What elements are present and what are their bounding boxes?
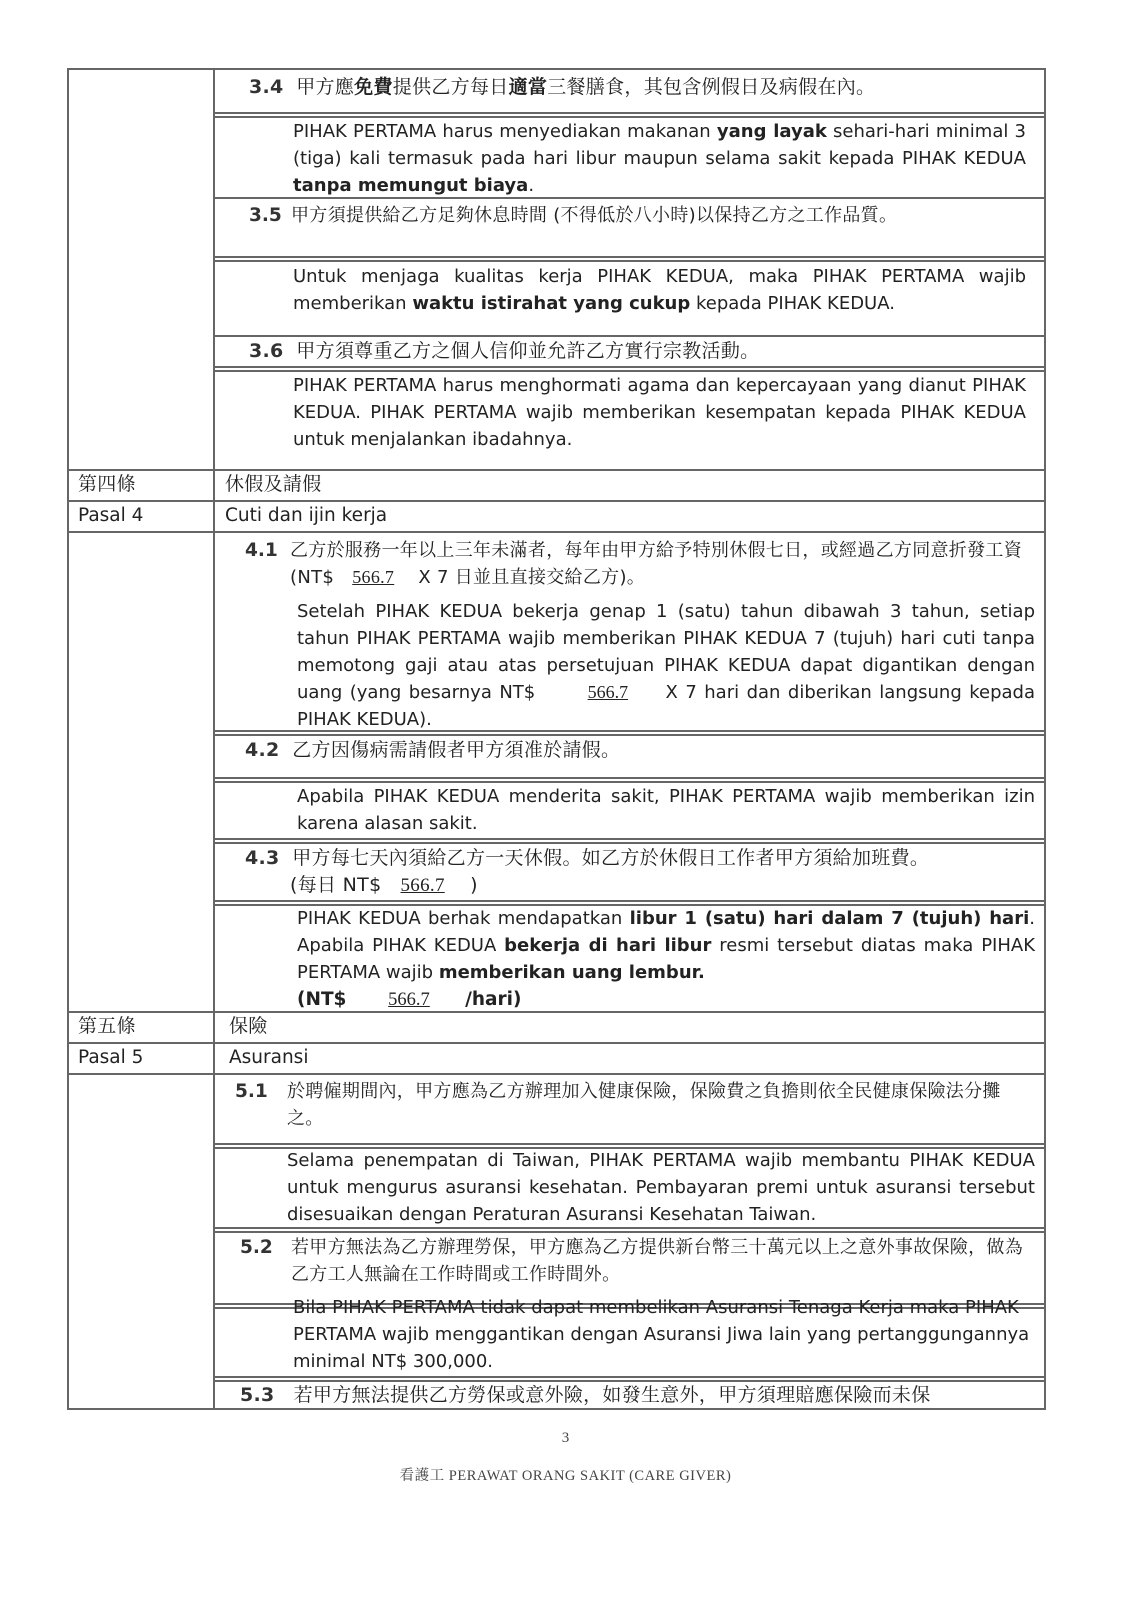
clause-4-1-number: 4.1 <box>245 540 278 561</box>
annual-leave-rate-id: 566.7 <box>587 682 629 702</box>
clause-3-6-cn: 3.6 甲方須尊重乙方之個人信仰並允許乙方實行宗教活動。 <box>249 340 760 362</box>
article-5-id-title: Asuransi <box>229 1047 309 1068</box>
clause-4-2-id: Apabila PIHAK KEDUA menderita sakit, PIHAK PERTAMA wajib memberikan izin karena alasan sakit. <box>297 786 1035 834</box>
clause-4-3-cn-rate: (每日 NT$ 566.7 ) <box>290 874 478 896</box>
clause-4-3-id-rate: (NT$ 566.7 /hari) <box>297 989 522 1010</box>
article-4-cn-title: 休假及請假 <box>225 473 322 495</box>
article-5-cn-title: 保險 <box>229 1015 268 1037</box>
clause-5-1-number: 5.1 <box>235 1081 268 1102</box>
clause-5-2-id: Bila PIHAK PERTAMA tidak dapat membelikan Asuransi Tenaga Kerja maka PIHAK PERTAMA wajib menggantikan dengan Asuransi Jiwa lain yang pertanggungannya minimal NT$ 300,000. <box>293 1297 1030 1372</box>
clause-5-1-cn: 於聘僱期間內，甲方應為乙方辦理加入健康保險，保險費之負擔則依全民健康保險法分攤之。 <box>287 1081 1001 1129</box>
clause-4-1-cn: 乙方於服務一年以上三年未滿者，每年由甲方給予特別休假七日，或經過乙方同意折發工資 (NT$ 566.7 X 7 日並且直接交給乙方)。 <box>290 540 1022 588</box>
clause-4-3-id: PIHAK KEDUA berhak mendapatkan libur 1 (satu) hari dalam 7 (tujuh) hari. Apabila PIHAK KEDUA bekerja di hari libur resmi tersebut diatas maka PIHAK PERTAMA wajib memberikan uang lembur. <box>297 908 1036 983</box>
annual-leave-rate-cn: 566.7 <box>352 567 395 587</box>
clause-3-5-number: 3.5 <box>249 205 282 226</box>
clause-5-2-number: 5.2 <box>240 1237 273 1258</box>
overtime-rate-id: 566.7 <box>388 990 430 1010</box>
clause-3-4-id: PIHAK PERTAMA harus menyediakan makanan yang layak sehari-hari minimal 3 (tiga) kali termasuk pada hari libur maupun selama sakit kepada PIHAK KEDUA tanpa memungut biaya. <box>293 121 1026 196</box>
clause-3-6-id: PIHAK PERTAMA harus menghormati agama dan kepercayaan yang dianut PIHAK KEDUA. PIHAK PERTAMA wajib memberikan kesempatan kepada PIHAK KEDUA untuk menjalankan ibadahnya. <box>293 375 1026 450</box>
overtime-rate-cn: 566.7 <box>400 875 445 896</box>
clause-3-4-cn: 3.4 甲方應免費提供乙方每日適當三餐膳食，其包含例假日及病假在內。 <box>249 76 876 98</box>
clause-3-5-id: Untuk menjaga kualitas kerja PIHAK KEDUA, maka PIHAK PERTAMA wajib memberikan waktu istirahat yang cukup kepada PIHAK KEDUA. <box>293 266 1026 314</box>
page-number: 3 <box>561 1430 570 1446</box>
clause-5-1-id: Selama penempatan di Taiwan, PIHAK PERTAMA wajib membantu PIHAK KEDUA untuk mengurus asuransi kesehatan. Pembayaran premi untuk asuransi tersebut disesuaikan dengan Peraturan Asuransi Kesehatan Taiwan. <box>287 1150 1035 1225</box>
contract-table <box>67 68 1046 1410</box>
footer-caption: 看護工 PERAWAT ORANG SAKIT (CARE GIVER) <box>399 1468 732 1484</box>
clause-5-2-cn: 若甲方無法為乙方辦理勞保，甲方應為乙方提供新台幣三十萬元以上之意外事故保險，做為乙方工人無論在工作時間或工作時間外。 <box>291 1237 1023 1285</box>
article-4-cn-label: 第四條 <box>78 473 136 495</box>
clause-4-3-cn: 4.3 甲方每七天內須給乙方一天休假。如乙方於休假日工作者甲方須給加班費。 <box>245 847 930 869</box>
article-4-id-title: Cuti dan ijin kerja <box>225 505 388 526</box>
article-5-cn-label: 第五條 <box>78 1015 136 1037</box>
clause-4-1-id: Setelah PIHAK KEDUA bekerja genap 1 (satu) tahun dibawah 3 tahun, setiap tahun PIHAK PERTAMA wajib memberikan PIHAK KEDUA 7 (tujuh) hari cuti tanpa memotong gaji atau atas persetujuan PIHAK KEDUA dapat digantikan dengan uang (yang besarnya NT$ 566.7 X 7 hari dan diberikan langsung kepada PIHAK KEDUA). <box>297 601 1035 730</box>
clause-3-5-cn: 甲方須提供給乙方足夠休息時間 (不得低於八小時)以保持乙方之工作品質。 <box>291 205 898 226</box>
column-divider <box>213 70 215 1408</box>
article-5-id-label: Pasal 5 <box>78 1047 144 1068</box>
clause-4-2-cn: 4.2 乙方因傷病需請假者甲方須准於請假。 <box>245 739 621 761</box>
article-4-id-label: Pasal 4 <box>78 505 144 526</box>
clause-5-3-cn: 5.3 若甲方無法提供乙方勞保或意外險，如發生意外，甲方須理賠應保險而未保 <box>240 1384 931 1406</box>
